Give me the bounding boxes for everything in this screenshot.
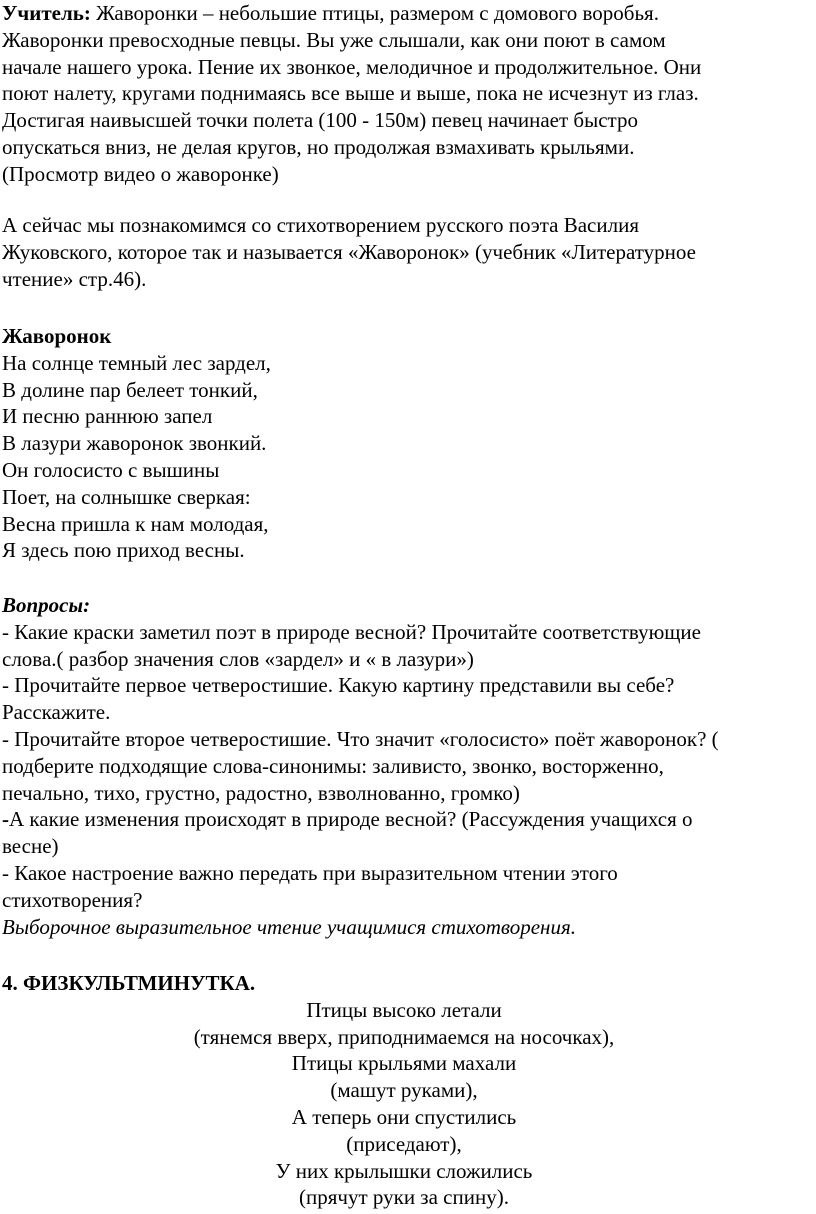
exercise-line: (приседают), <box>346 1131 462 1156</box>
exercise-heading: 4. ФИЗКУЛЬТМИНУТКА. <box>2 971 256 995</box>
question-line: - Какое настроение важно передать при выразительном чтении этого <box>2 860 618 885</box>
poem-line: В долине пар белеет тонкий, <box>2 377 258 402</box>
poem-line: Он голосисто с вышины <box>2 457 220 482</box>
speaker-label: Учитель: <box>2 1 91 25</box>
poem-intro-line: А сейчас мы познакомимся со стихотворением русского поэта Василия <box>2 213 639 237</box>
poem-line: Я здесь пою приход весны. <box>2 538 245 563</box>
exercise-line: У них крылышки сложились <box>275 1158 533 1183</box>
exercise-line: А теперь они спустились <box>291 1104 517 1129</box>
poem-line: Весна пришла к нам молодая, <box>2 511 269 536</box>
question-line: -А какие изменения происходят в природе весной? (Рассуждения учащихся о <box>2 807 693 832</box>
poem-intro-line: чтение» стр.46). <box>2 266 147 291</box>
question-line: слова.( разбор значения слов «зардел» и « в лазури») <box>2 646 474 671</box>
poem-line: Поет, на солнышке сверкая: <box>2 484 251 509</box>
question-line: стихотворения? <box>2 887 143 912</box>
exercise-section <box>2 970 810 1211</box>
question-line: Расскажите. <box>2 700 111 725</box>
question-line: печально, тихо, грустно, радостно, взволнованно, громко) <box>2 780 520 805</box>
exercise-verse <box>0 997 810 1211</box>
exercise-line: (прячут руки за спину). <box>299 1185 509 1210</box>
exercise-line: (тянемся вверх, приподнимаемся на носочках), <box>193 1024 615 1049</box>
intro-line: Достигая наивысшей точки полета (100 - 150м) певец начинает быстро <box>2 108 638 133</box>
poem-line: В лазури жаворонок звонкий. <box>2 431 267 456</box>
exercise-line: (машут руками), <box>330 1078 478 1103</box>
question-line: весне) <box>2 834 59 859</box>
intro-line: (Просмотр видео о жаворонке) <box>2 161 279 186</box>
intro-line: опускаться вниз, не делая кругов, но продолжая взмахивать крыльями. <box>2 134 635 159</box>
exercise-line: Птицы крыльями махали <box>291 1051 517 1076</box>
poem-line: И песню раннюю запел <box>2 404 213 429</box>
poem-line: На солнце темный лес зардел, <box>2 350 271 375</box>
questions-heading: Вопросы: <box>2 593 91 617</box>
intro-line: Жаворонки превосходные певцы. Вы уже слышали, как они поют в самом <box>2 27 666 52</box>
intro-paragraph <box>2 0 810 188</box>
question-line: - Прочитайте второе четверостишие. Что значит «голосисто» поёт жаворонок? ( <box>2 726 719 751</box>
intro-line-1: Учитель: Жаворонки – небольшие птицы, размером с домового воробья. <box>2 1 659 25</box>
reading-note: Выборочное выразительное чтение учащимися стихотворения. <box>2 914 576 939</box>
poem <box>2 323 810 564</box>
question-line: - Прочитайте первое четверостишие. Какую картину представили вы себе? <box>2 673 675 698</box>
intro-line: поют налету, кругами поднимаясь все выше и выше, пока не исчезнут из глаз. <box>2 81 699 106</box>
exercise-line: Птицы высоко летали <box>306 997 502 1022</box>
questions-section <box>2 592 810 940</box>
poem-title: Жаворонок <box>2 324 112 348</box>
poem-intro-paragraph <box>2 212 810 292</box>
poem-intro-line: Жуковского, которое так и называется «Жаворонок» (учебник «Литературное <box>2 239 696 264</box>
intro-line: начале нашего урока. Пение их звонкое, мелодичное и продолжительное. Они <box>2 54 702 79</box>
question-line: - Какие краски заметил поэт в природе весной? Прочитайте соответствующие <box>2 619 701 644</box>
bold-dash: - <box>2 807 9 832</box>
question-line: подберите подходящие слова-синонимы: заливисто, звонко, восторженно, <box>2 753 664 778</box>
